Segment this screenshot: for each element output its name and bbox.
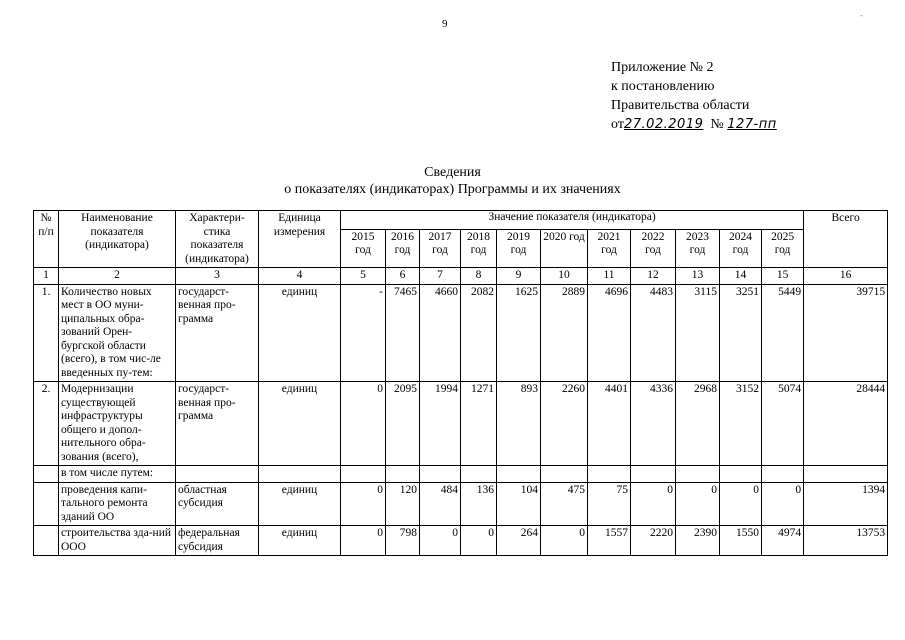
index-cell: 10: [541, 268, 588, 285]
header-year: 2021 год: [588, 229, 631, 267]
index-row: [34, 268, 888, 285]
header-year: 2022 год: [631, 229, 676, 267]
header-total: Всего: [804, 211, 888, 268]
header-name: Наименование показателя (индикатора): [59, 211, 176, 268]
value-cell: 0: [631, 482, 676, 526]
table-subrow: [34, 526, 888, 556]
corner-mark: -: [860, 10, 863, 20]
unit-cell: единиц: [259, 382, 341, 466]
header-year: 2018 год: [461, 229, 497, 267]
value-cell: 0: [341, 382, 386, 466]
header-year: 2020 год: [541, 229, 588, 267]
header-year: 2019 год: [497, 229, 541, 267]
indicator-name: проведения капи-тального ремонта зданий ОО: [59, 482, 176, 526]
empty-cell: [541, 466, 588, 483]
value-cell: 3152: [720, 382, 762, 466]
indicator-characteristic: государст-венная про-грамма: [176, 284, 259, 382]
indicators-table: [33, 210, 888, 556]
page-number: 9: [442, 18, 448, 30]
index-cell: 15: [762, 268, 804, 285]
value-cell: 1994: [420, 382, 461, 466]
table-row: [34, 284, 888, 382]
table-subrow: [34, 482, 888, 526]
value-cell: 2082: [461, 284, 497, 382]
value-cell: 0: [461, 526, 497, 556]
value-cell: 104: [497, 482, 541, 526]
value-cell: 2095: [386, 382, 420, 466]
empty-cell: [497, 466, 541, 483]
header-year: 2023 год: [676, 229, 720, 267]
index-cell: 13: [676, 268, 720, 285]
table-row: [34, 382, 888, 466]
empty-cell: [461, 466, 497, 483]
subheader-label: в том числе путем:: [59, 466, 176, 483]
value-cell: 893: [497, 382, 541, 466]
empty-cell: [804, 466, 888, 483]
value-cell: 1625: [497, 284, 541, 382]
value-cell: 5074: [762, 382, 804, 466]
index-cell: 14: [720, 268, 762, 285]
total-cell: 1394: [804, 482, 888, 526]
empty-cell: [386, 466, 420, 483]
header-year: 2015 год: [341, 229, 386, 267]
value-cell: 0: [720, 482, 762, 526]
subheader-row: [34, 466, 888, 483]
title-line-1: Сведения: [424, 165, 481, 180]
value-cell: 4336: [631, 382, 676, 466]
indicator-name: Количество новых мест в ОО муни-ципальных обра-зований Орен-бургской области (всего), в том чис-ле введенных пу-тем:: [59, 284, 176, 382]
empty-cell: [762, 466, 804, 483]
empty-cell: [588, 466, 631, 483]
index-cell: 5: [341, 268, 386, 285]
indicator-characteristic: областная субсидия: [176, 482, 259, 526]
index-cell: 4: [259, 268, 341, 285]
value-cell: 120: [386, 482, 420, 526]
value-cell: 0: [676, 482, 720, 526]
index-cell: 11: [588, 268, 631, 285]
value-cell: 7465: [386, 284, 420, 382]
value-cell: 4483: [631, 284, 676, 382]
row-number: 2.: [34, 382, 59, 466]
appendix-block: [611, 58, 777, 134]
index-cell: 16: [804, 268, 888, 285]
empty-cell: [676, 466, 720, 483]
number-label: №: [710, 117, 724, 132]
from-label: от: [611, 117, 624, 132]
value-cell: 0: [762, 482, 804, 526]
empty-cell: [341, 466, 386, 483]
value-cell: 4401: [588, 382, 631, 466]
header-num: № п/п: [34, 211, 59, 268]
handwritten-date: 27.02.2019: [623, 117, 704, 132]
index-cell: 7: [420, 268, 461, 285]
empty-cell: [34, 482, 59, 526]
empty-cell: [631, 466, 676, 483]
empty-cell: [720, 466, 762, 483]
value-cell: 1550: [720, 526, 762, 556]
unit-cell: единиц: [259, 284, 341, 382]
empty-cell: [34, 466, 59, 483]
value-cell: 1271: [461, 382, 497, 466]
header-unit: Единица измерения: [259, 211, 341, 268]
appendix-line-1: Приложение № 2: [611, 60, 714, 75]
unit-cell: единиц: [259, 526, 341, 556]
value-cell: 4696: [588, 284, 631, 382]
index-cell: 12: [631, 268, 676, 285]
index-cell: 1: [34, 268, 59, 285]
title-line-2: о показателях (индикаторах) Программы и их значениях: [284, 182, 621, 197]
value-cell: 2968: [676, 382, 720, 466]
header-characteristic: Характери-стика показателя (индикатора): [176, 211, 259, 268]
empty-cell: [420, 466, 461, 483]
indicator-name: строительства зда-ний ООО: [59, 526, 176, 556]
appendix-date-line: [611, 115, 777, 134]
document-title: [0, 164, 905, 198]
value-cell: 3251: [720, 284, 762, 382]
empty-cell: [34, 526, 59, 556]
indicator-name: Модернизации существующей инфраструктуры общего и допол-нительного обра-зования (всего),: [59, 382, 176, 466]
value-cell: 484: [420, 482, 461, 526]
total-cell: 39715: [804, 284, 888, 382]
value-cell: 2889: [541, 284, 588, 382]
value-cell: -: [341, 284, 386, 382]
value-cell: 0: [341, 526, 386, 556]
value-cell: 0: [420, 526, 461, 556]
header-year: 2016 год: [386, 229, 420, 267]
index-cell: 6: [386, 268, 420, 285]
unit-cell: единиц: [259, 482, 341, 526]
value-cell: 2390: [676, 526, 720, 556]
value-cell: 0: [341, 482, 386, 526]
index-cell: 9: [497, 268, 541, 285]
value-cell: 264: [497, 526, 541, 556]
value-cell: 136: [461, 482, 497, 526]
header-year: 2024 год: [720, 229, 762, 267]
value-cell: 4974: [762, 526, 804, 556]
index-cell: 2: [59, 268, 176, 285]
value-cell: 75: [588, 482, 631, 526]
header-value-group: Значение показателя (индикатора): [341, 211, 804, 230]
value-cell: 3115: [676, 284, 720, 382]
appendix-line-3: Правительства области: [611, 98, 750, 113]
value-cell: 1557: [588, 526, 631, 556]
value-cell: 0: [541, 526, 588, 556]
value-cell: 2260: [541, 382, 588, 466]
value-cell: 475: [541, 482, 588, 526]
value-cell: 5449: [762, 284, 804, 382]
indicator-characteristic: государст-венная про-грамма: [176, 382, 259, 466]
indicator-characteristic: федеральная субсидия: [176, 526, 259, 556]
header-year: 2017 год: [420, 229, 461, 267]
handwritten-number: 127-пп: [727, 117, 777, 132]
value-cell: 2220: [631, 526, 676, 556]
empty-cell: [259, 466, 341, 483]
value-cell: 798: [386, 526, 420, 556]
appendix-line-2: к постановлению: [611, 79, 715, 94]
value-cell: 4660: [420, 284, 461, 382]
index-cell: 8: [461, 268, 497, 285]
total-cell: 13753: [804, 526, 888, 556]
empty-cell: [176, 466, 259, 483]
index-cell: 3: [176, 268, 259, 285]
total-cell: 28444: [804, 382, 888, 466]
row-number: 1.: [34, 284, 59, 382]
header-year: 2025 год: [762, 229, 804, 267]
header-row-1: [34, 211, 888, 230]
